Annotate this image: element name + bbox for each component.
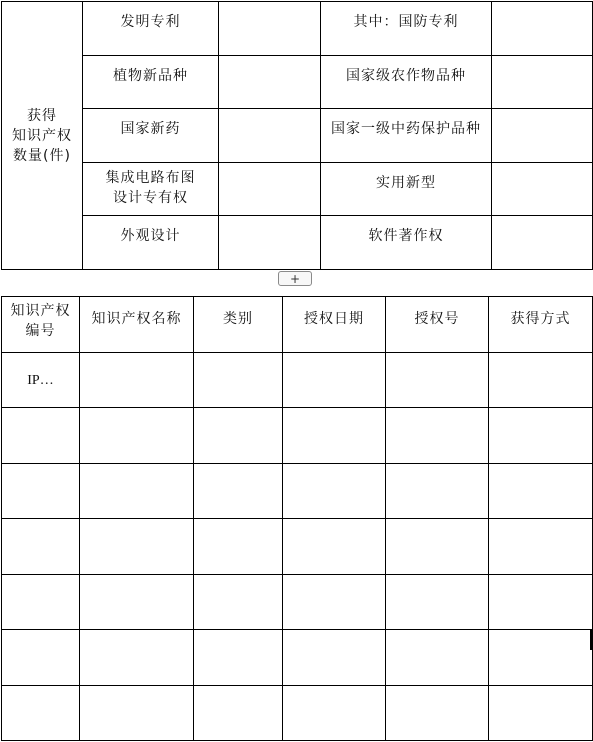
ip-number-cell[interactable] bbox=[2, 464, 80, 519]
count-cell-utility-model[interactable] bbox=[492, 163, 593, 216]
table-row bbox=[2, 109, 593, 163]
acquisition-method-cell[interactable] bbox=[489, 575, 593, 630]
table-row bbox=[2, 464, 593, 519]
grant-number-cell[interactable] bbox=[386, 575, 489, 630]
acquisition-method-cell[interactable] bbox=[489, 519, 593, 575]
label-invention-patent: 发明专利 bbox=[83, 2, 219, 56]
label-national-crop-variety: 国家级农作物品种 bbox=[321, 56, 492, 109]
category-cell[interactable] bbox=[194, 575, 283, 630]
acquisition-method-cell[interactable] bbox=[489, 686, 593, 741]
table-row bbox=[2, 216, 593, 270]
header-acquisition-method: 获得方式 bbox=[489, 297, 593, 353]
count-cell-defense-patent[interactable] bbox=[492, 2, 593, 56]
count-cell-tcm-protected[interactable] bbox=[492, 109, 593, 163]
grant-date-cell[interactable] bbox=[283, 464, 386, 519]
label-new-drug: 国家新药 bbox=[83, 109, 219, 163]
grant-date-cell[interactable] bbox=[283, 630, 386, 686]
table-row bbox=[2, 630, 593, 686]
acquisition-method-cell[interactable] bbox=[489, 464, 593, 519]
category-cell[interactable] bbox=[194, 353, 283, 408]
ip-number-cell[interactable]: IP… bbox=[2, 353, 80, 408]
ip-number-cell[interactable] bbox=[2, 408, 80, 464]
label-ic-layout: 集成电路布图 设计专有权 bbox=[83, 163, 219, 216]
table-row bbox=[2, 353, 593, 408]
grant-date-cell[interactable] bbox=[283, 575, 386, 630]
table-row bbox=[2, 575, 593, 630]
ip-name-cell[interactable] bbox=[80, 519, 194, 575]
table-row bbox=[2, 163, 593, 216]
ip-number-cell[interactable] bbox=[2, 630, 80, 686]
category-cell[interactable] bbox=[194, 630, 283, 686]
acquisition-method-cell[interactable] bbox=[489, 408, 593, 464]
table-row bbox=[2, 2, 593, 56]
ip-name-cell[interactable] bbox=[80, 630, 194, 686]
header-category: 类别 bbox=[194, 297, 283, 353]
label-tcm-protected: 国家一级中药保护品种 bbox=[321, 109, 492, 163]
grant-date-cell[interactable] bbox=[283, 353, 386, 408]
table-row bbox=[2, 408, 593, 464]
label-plant-variety: 植物新品种 bbox=[83, 56, 219, 109]
grant-number-cell[interactable] bbox=[386, 686, 489, 741]
count-cell-design-patent[interactable] bbox=[219, 216, 321, 270]
header-grant-date: 授权日期 bbox=[283, 297, 386, 353]
count-cell-new-drug[interactable] bbox=[219, 109, 321, 163]
table-row bbox=[2, 686, 593, 741]
header-ip-number: 知识产权 编号 bbox=[2, 297, 80, 353]
grant-number-cell[interactable] bbox=[386, 353, 489, 408]
acquisition-method-cell[interactable] bbox=[489, 630, 593, 686]
ip-name-cell[interactable] bbox=[80, 408, 194, 464]
ip-count-table bbox=[1, 1, 593, 270]
count-cell-software-copyright[interactable] bbox=[492, 216, 593, 270]
category-cell[interactable] bbox=[194, 408, 283, 464]
header-ip-name: 知识产权名称 bbox=[80, 297, 194, 353]
count-cell-national-crop-variety[interactable] bbox=[492, 56, 593, 109]
count-cell-plant-variety[interactable] bbox=[219, 56, 321, 109]
ip-detail-table bbox=[1, 296, 593, 741]
label-design-patent: 外观设计 bbox=[83, 216, 219, 270]
add-row-button[interactable]: + bbox=[278, 271, 312, 286]
label-software-copyright: 软件著作权 bbox=[321, 216, 492, 270]
count-cell-invention-patent[interactable] bbox=[219, 2, 321, 56]
category-cell[interactable] bbox=[194, 686, 283, 741]
ip-name-cell[interactable] bbox=[80, 464, 194, 519]
table-row bbox=[2, 56, 593, 109]
ip-number-cell[interactable] bbox=[2, 575, 80, 630]
count-cell-ic-layout[interactable] bbox=[219, 163, 321, 216]
label-defense-patent: 其中：国防专利 bbox=[321, 2, 492, 56]
grant-number-cell[interactable] bbox=[386, 464, 489, 519]
grant-number-cell[interactable] bbox=[386, 408, 489, 464]
grant-number-cell[interactable] bbox=[386, 519, 489, 575]
header-row bbox=[2, 297, 593, 353]
acquisition-method-cell[interactable] bbox=[489, 353, 593, 408]
category-cell[interactable] bbox=[194, 464, 283, 519]
header-grant-number: 授权号 bbox=[386, 297, 489, 353]
grant-date-cell[interactable] bbox=[283, 408, 386, 464]
ip-number-cell[interactable] bbox=[2, 519, 80, 575]
ip-name-cell[interactable] bbox=[80, 575, 194, 630]
ip-name-cell[interactable] bbox=[80, 353, 194, 408]
table-row bbox=[2, 519, 593, 575]
category-cell[interactable] bbox=[194, 519, 283, 575]
grant-number-cell[interactable] bbox=[386, 630, 489, 686]
grant-date-cell[interactable] bbox=[283, 686, 386, 741]
ip-name-cell[interactable] bbox=[80, 686, 194, 741]
ip-number-cell[interactable] bbox=[2, 686, 80, 741]
label-utility-model: 实用新型 bbox=[321, 163, 492, 216]
row-header-ip-count: 获得 知识产权 数量(件) bbox=[2, 2, 83, 270]
grant-date-cell[interactable] bbox=[283, 519, 386, 575]
